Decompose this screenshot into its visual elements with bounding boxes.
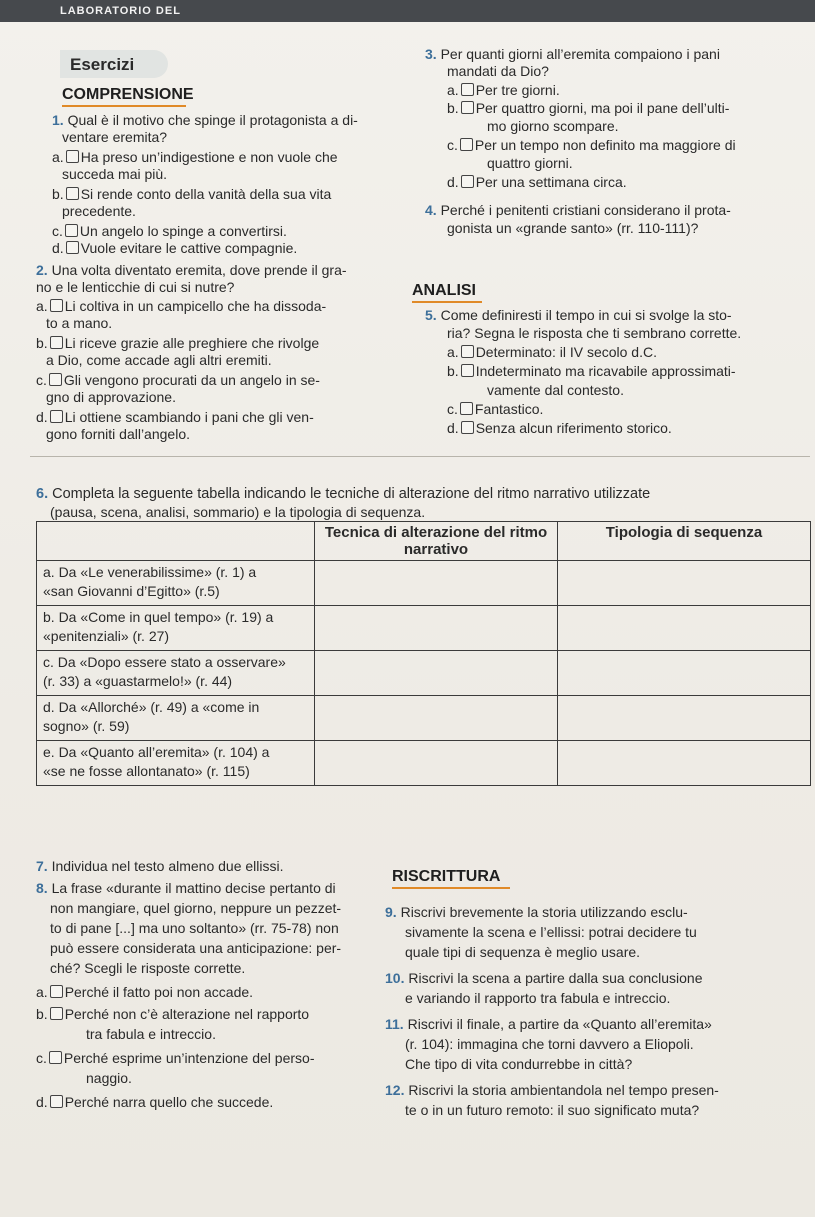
option-text: Perché il fatto poi non accade.: [64, 984, 254, 1000]
table-row: [37, 741, 811, 786]
q10-number: 10.: [385, 970, 405, 986]
q9-line1: [385, 904, 688, 921]
q8-stem-line3: to di pane [...] ma uno soltanto» (rr. 75-78) non: [50, 920, 339, 936]
option-letter: a.: [36, 984, 48, 1000]
section-comprensione: COMPRENSIONE: [62, 86, 194, 103]
q10-line2: e variando il rapporto tra fabula e intreccio.: [405, 990, 671, 1006]
checkbox[interactable]: [461, 364, 474, 377]
table-row-label: [37, 696, 315, 741]
q11-line1: [385, 1016, 712, 1033]
option-letter: a.: [52, 149, 64, 165]
q1-option-a[interactable]: [52, 149, 338, 166]
option-text: Gli vengono procurati da un angelo in se-: [63, 372, 320, 388]
option-text: Perché non c’è alterazione nel rapporto: [64, 1006, 310, 1022]
row-label-line: a. Da «Le venerabilissime» (r. 1) a: [43, 564, 257, 580]
q4-stem-text: Perché i penitenti cristiani considerano il prota-: [440, 202, 731, 218]
option-text: Fantastico.: [474, 401, 544, 417]
q3-stem-line1: [425, 46, 720, 63]
q1-option-a-line2: succeda mai più.: [62, 166, 168, 182]
table-cell-type[interactable]: [558, 651, 811, 696]
option-letter: d.: [52, 240, 64, 256]
checkbox[interactable]: [66, 187, 79, 200]
option-letter: c.: [36, 372, 47, 388]
checkbox[interactable]: [66, 150, 79, 163]
checkbox[interactable]: [461, 421, 474, 434]
chapter-header-label: LABORATORIO DEL: [60, 5, 181, 17]
q12-number: 12.: [385, 1082, 405, 1098]
q5-number: 5.: [425, 307, 437, 323]
q9-line3: quale tipi di sequenza è meglio usare.: [405, 944, 641, 960]
q8-option-c[interactable]: [36, 1050, 314, 1067]
q2-option-a-line2: to a mano.: [46, 315, 113, 331]
q2-option-d[interactable]: [36, 409, 314, 426]
q5-option-b[interactable]: [447, 363, 736, 380]
q6-stem-line2: (pausa, scena, analisi, sommario) e la tipologia di sequenza.: [50, 504, 426, 520]
q7-stem-text: Individua nel testo almeno due ellissi.: [51, 858, 284, 874]
q2-option-c-line2: gno di approvazione.: [46, 389, 176, 405]
q10-text: Riscrivi la scena a partire dalla sua conclusione: [408, 970, 703, 986]
checkbox[interactable]: [460, 402, 473, 415]
table-cell-type[interactable]: [558, 741, 811, 786]
q8-stem-text: La frase «durante il mattino decise pertanto di: [51, 880, 336, 896]
q2-stem-line2: no e le lenticchie di cui si nutre?: [36, 279, 235, 295]
q3-option-c[interactable]: [447, 137, 736, 154]
checkbox[interactable]: [461, 101, 474, 114]
checkbox[interactable]: [50, 410, 63, 423]
q8-stem-line1: [36, 880, 336, 897]
q3-option-b-line2: mo giorno scompare.: [487, 118, 619, 134]
option-letter: c.: [52, 223, 63, 239]
option-text: Li riceve grazie alle preghiere che rivolge: [64, 335, 320, 351]
q10-line1: [385, 970, 703, 987]
option-text: Si rende conto della vanità della sua vita: [80, 186, 332, 202]
q2-option-a[interactable]: [36, 298, 326, 315]
option-text: Per quattro giorni, ma poi il pane dell’ulti-: [475, 100, 730, 116]
q8-option-c-line2: naggio.: [86, 1070, 132, 1086]
option-text: Vuole evitare le cattive compagnie.: [80, 240, 298, 256]
checkbox[interactable]: [50, 336, 63, 349]
q12-line1: [385, 1082, 719, 1099]
option-letter: c.: [447, 137, 458, 153]
q2-option-b-line2: a Dio, come accade agli altri eremiti.: [46, 352, 272, 368]
q3-option-b[interactable]: [447, 100, 729, 117]
section-analisi: ANALISI: [412, 282, 476, 299]
q6-stem-text: Completa la seguente tabella indicando le tecniche di alterazione del ritmo narrativo utilizzate: [52, 486, 651, 502]
chapter-header-bar: [0, 0, 815, 22]
q1-option-c[interactable]: [52, 223, 287, 240]
table-row: [37, 651, 811, 696]
q1-stem-text: Qual è il motivo che spinge il protagonista a di-: [67, 112, 358, 128]
option-text: Senza alcun riferimento storico.: [475, 420, 672, 436]
row-label-line: sogno» (r. 59): [43, 718, 130, 734]
table-header-row: [37, 522, 811, 561]
q5-stem-text: Come definiresti il tempo in cui si svolge la sto-: [440, 307, 732, 323]
option-text: Per un tempo non definito ma maggiore di: [474, 137, 736, 153]
esercizi-title: Esercizi: [70, 55, 135, 74]
q8-stem-line2: non mangiare, quel giorno, neppure un pezzet-: [50, 900, 342, 916]
row-label-line: b. Da «Come in quel tempo» (r. 19) a: [43, 609, 274, 625]
q5-option-d[interactable]: [447, 420, 672, 437]
table-header-empty: [37, 522, 315, 561]
option-letter: b.: [36, 1006, 48, 1022]
q3-option-d[interactable]: [447, 174, 627, 191]
checkbox[interactable]: [50, 299, 63, 312]
option-letter: a.: [447, 344, 459, 360]
table-row-label: [37, 741, 315, 786]
table-cell-technique[interactable]: [315, 606, 558, 651]
q8-number: 8.: [36, 880, 48, 896]
q3-stem-text: Per quanti giorni all’eremita compaiono i pani: [440, 46, 720, 62]
option-letter: b.: [52, 186, 64, 202]
q2-option-d-line2: gono forniti dall’angelo.: [46, 426, 190, 442]
option-letter: c.: [36, 1050, 47, 1066]
option-text: Indeterminato ma ricavabile approssimati-: [475, 363, 736, 379]
q1-number: 1.: [52, 112, 64, 128]
option-letter: d.: [447, 420, 459, 436]
option-letter: d.: [36, 409, 48, 425]
checkbox[interactable]: [65, 224, 78, 237]
option-letter: c.: [447, 401, 458, 417]
option-text: Per una settimana circa.: [475, 174, 627, 190]
option-letter: a.: [36, 298, 48, 314]
row-label-line: c. Da «Dopo essere stato a osservare»: [43, 654, 286, 670]
sequence-table: [36, 521, 811, 786]
q1-stem-line1: [52, 112, 358, 129]
table-cell-technique[interactable]: [315, 696, 558, 741]
option-text: Per tre giorni.: [475, 82, 560, 98]
q2-number: 2.: [36, 262, 48, 278]
table-row-label: [37, 606, 315, 651]
table-row: [37, 561, 811, 606]
option-letter: b.: [36, 335, 48, 351]
q1-option-d[interactable]: [52, 240, 297, 257]
q11-number: 11.: [385, 1016, 404, 1032]
q2-option-c[interactable]: [36, 372, 320, 389]
checkbox[interactable]: [460, 138, 473, 151]
q11-text: Riscrivi il finale, a partire da «Quanto all’eremita»: [407, 1016, 712, 1032]
row-label-line: e. Da «Quanto all’eremita» (r. 104) a: [43, 744, 270, 760]
checkbox[interactable]: [49, 373, 62, 386]
row-label-line: d. Da «Allorché» (r. 49) a «come in: [43, 699, 260, 715]
q2-option-b[interactable]: [36, 335, 319, 352]
q2-stem-line1: [36, 262, 347, 279]
checkbox[interactable]: [50, 1007, 63, 1020]
q7-number: 7.: [36, 858, 48, 874]
option-letter: d.: [36, 1094, 48, 1110]
checkbox[interactable]: [461, 345, 474, 358]
table-row: [37, 696, 811, 741]
checkbox[interactable]: [50, 985, 63, 998]
q3-number: 3.: [425, 46, 437, 62]
table-cell-type[interactable]: [558, 606, 811, 651]
q5-stem-line1: [425, 307, 732, 324]
q1-stem-line2: ventare eremita?: [62, 129, 168, 145]
q8-option-b[interactable]: [36, 1006, 309, 1023]
q11-line3: Che tipo di vita condurrebbe in città?: [405, 1056, 633, 1072]
esercizi-tab: [60, 50, 168, 78]
table-row-label: [37, 651, 315, 696]
checkbox[interactable]: [461, 83, 474, 96]
row-label-line: (r. 33) a «guastarmelo!» (r. 44): [43, 673, 233, 689]
table-row: [37, 606, 811, 651]
option-text: Perché esprime un’intenzione del perso-: [63, 1050, 315, 1066]
option-letter: d.: [447, 174, 459, 190]
q5-option-c[interactable]: [447, 401, 543, 418]
option-text: Perché narra quello che succede.: [64, 1094, 274, 1110]
q1-option-b-line2: precedente.: [62, 203, 136, 219]
table-cell-technique[interactable]: [315, 561, 558, 606]
row-label-line: «san Giovanni d’Egitto» (r.5): [43, 583, 220, 599]
divider: [30, 456, 810, 457]
q9-text: Riscrivi brevemente la storia utilizzando esclu-: [400, 904, 688, 920]
q9-line2: sivamente la scena e l’ellissi: potrai decidere tu: [405, 924, 697, 940]
option-text: Determinato: il IV secolo d.C.: [475, 344, 657, 360]
table-cell-technique[interactable]: [315, 651, 558, 696]
table-header-type: Tipologia di sequenza: [558, 522, 811, 561]
option-letter: a.: [447, 82, 459, 98]
q3-stem-line2: mandati da Dio?: [447, 63, 549, 79]
q8-stem-line4: può essere considerata una anticipazione: per-: [50, 940, 342, 956]
table-header-technique: Tecnica di alterazione del ritmo narrativo: [315, 522, 558, 561]
section-riscrittura: RISCRITTURA: [392, 868, 501, 885]
table-cell-technique[interactable]: [315, 741, 558, 786]
section-underline: [412, 301, 482, 303]
q6-stem-line1: [36, 486, 650, 503]
checkbox[interactable]: [66, 241, 79, 254]
q7-stem: [36, 858, 284, 875]
q6-number: 6.: [36, 486, 49, 502]
option-text: Li coltiva in un campicello che ha dissoda-: [64, 298, 327, 314]
checkbox[interactable]: [49, 1051, 62, 1064]
q5-option-a[interactable]: [447, 344, 657, 361]
q2-stem-text: Una volta diventato eremita, dove prende il gra-: [51, 262, 347, 278]
q3-option-a[interactable]: [447, 82, 560, 99]
q4-stem-line1: [425, 202, 731, 219]
row-label-line: «se ne fosse allontanato» (r. 115): [43, 763, 250, 779]
q12-line2: te o in un futuro remoto: il suo significato muta?: [405, 1102, 700, 1118]
checkbox[interactable]: [50, 1095, 63, 1108]
q5-option-b-line2: vamente dal contesto.: [487, 382, 624, 398]
option-letter: b.: [447, 363, 459, 379]
table-cell-type[interactable]: [558, 561, 811, 606]
checkbox[interactable]: [461, 175, 474, 188]
table-cell-type[interactable]: [558, 696, 811, 741]
row-label-line: «penitenziali» (r. 27): [43, 628, 170, 644]
q5-stem-line2: ria? Segna le risposta che ti sembrano corrette.: [447, 325, 742, 341]
option-letter: b.: [447, 100, 459, 116]
q3-option-c-line2: quattro giorni.: [487, 155, 573, 171]
q11-line2: (r. 104): immagina che torni davvero a Eliopoli.: [405, 1036, 694, 1052]
q1-option-b[interactable]: [52, 186, 331, 203]
section-underline: [62, 105, 186, 107]
q8-option-a[interactable]: [36, 984, 253, 1001]
option-text: Un angelo lo spinge a convertirsi.: [79, 223, 287, 239]
option-text: Ha preso un’indigestione e non vuole che: [80, 149, 338, 165]
section-underline: [392, 887, 510, 889]
q9-number: 9.: [385, 904, 397, 920]
q4-stem-line2: gonista un «grande santo» (rr. 110-111)?: [447, 220, 699, 236]
q8-stem-line5: ché? Scegli le risposte corrette.: [50, 960, 246, 976]
q8-option-b-line2: tra fabula e intreccio.: [86, 1026, 216, 1042]
q4-number: 4.: [425, 202, 437, 218]
q12-text: Riscrivi la storia ambientandola nel tempo presen-: [408, 1082, 719, 1098]
table-row-label: [37, 561, 315, 606]
q8-option-d[interactable]: [36, 1094, 273, 1111]
option-text: Li ottiene scambiando i pani che gli ven-: [64, 409, 314, 425]
